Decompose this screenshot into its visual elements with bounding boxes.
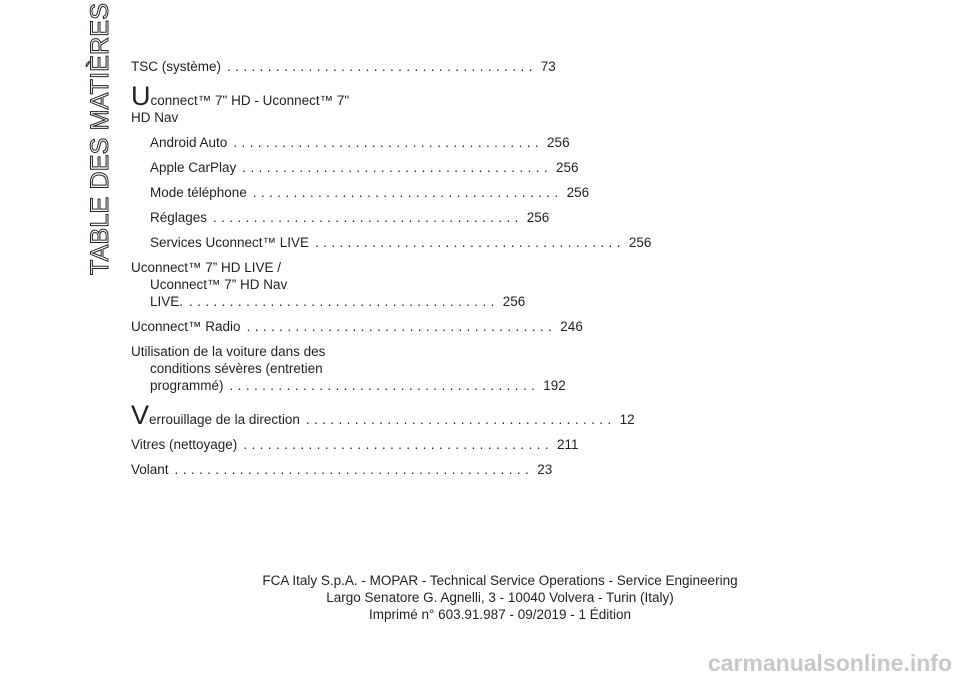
index-entry-apple-carplay[interactable] [131,159,579,176]
leader-dots: ...................................... [315,235,625,250]
entry-page: 256 [628,235,652,250]
entry-page: 23 [537,462,553,477]
leader-dots: ............................................ [174,462,534,477]
entry-label: Apple CarPlay [150,160,237,175]
leader-dots: ...................................... [243,437,554,452]
leader-dots: ...................................... [189,294,499,309]
index-list [131,58,652,486]
entry-label: Réglages [150,210,208,225]
leader-dots: ...................................... [229,378,540,393]
index-entry-android-auto[interactable] [131,134,570,151]
entry-label-cont: programmé) [150,378,224,393]
publisher-footer [0,572,960,623]
leader-dots: ...................................... [213,210,523,225]
index-entry-volant[interactable] [131,461,553,478]
footer-line: FCA Italy S.p.A. - MOPAR - Technical Service Operations - Service Engineering [262,573,738,588]
index-entry-uconnect-live[interactable] [131,259,526,310]
entry-label: connect™ 7" HD - Uconnect™ 7" [150,93,350,108]
leader-dots: ...................................... [233,135,544,150]
index-entry-utilisation[interactable] [131,343,566,394]
watermark: carmanualsonline.info [707,650,952,676]
index-entry-mode-telephone[interactable] [131,184,590,201]
entry-label: Uconnect™ 7” HD LIVE / [131,260,282,275]
entry-page: 256 [547,135,570,150]
entry-label-cont: LIVE. [150,294,184,309]
leader-dots: ...................................... [227,59,537,74]
section-letter: V [131,400,150,430]
entry-label-cont: conditions sévères (entretien [150,361,323,376]
side-title-text: TABLE DES MATIÈRES [86,2,114,275]
entry-label: Volant [131,462,169,477]
entry-label: Vitres (nettoyage) [131,437,238,452]
index-entry-uconnect-radio[interactable] [131,318,583,335]
leader-dots: ...................................... [252,185,563,200]
footer-line: Largo Senatore G. Agnelli, 3 - 10040 Volvera - Turin (Italy) [326,590,674,605]
index-entry-services-live[interactable] [131,234,652,251]
entry-page: 256 [526,210,550,225]
index-entry-vitres[interactable] [131,436,579,453]
index-entry-uconnect-hd-nav[interactable] [131,81,375,126]
entry-page: 192 [543,378,566,393]
entry-label: TSC (système) [131,59,222,74]
leader-dots: ...................................... [305,412,616,427]
entry-label: Services Uconnect™ LIVE [150,235,310,250]
entry-label-cont: Uconnect™ 7” HD Nav [150,277,288,292]
entry-page: 73 [540,59,556,74]
side-title [82,2,114,275]
entry-label: Utilisation de la voiture dans des [131,344,326,359]
entry-page: 246 [560,319,583,334]
entry-label-cont: HD Nav [131,110,179,125]
footer-line: Imprimé n° 603.91.987 - 09/2019 - 1 Édition [368,607,632,622]
index-entry-verrouillage[interactable] [131,400,635,430]
entry-page: 12 [619,412,635,427]
entry-page: 256 [502,294,526,309]
entry-page: 256 [566,185,590,200]
entry-label: errouillage de la direction [149,412,300,427]
index-entry-tsc[interactable] [131,58,556,75]
leader-dots: ...................................... [246,319,557,334]
entry-page: 256 [556,160,579,175]
entry-label: Mode téléphone [150,185,247,200]
entry-label: Android Auto [150,135,228,150]
leader-dots: ...................................... [242,160,553,175]
entry-page: 211 [557,437,579,452]
index-entry-reglages[interactable] [131,209,550,226]
entry-label: Uconnect™ Radio [131,319,241,334]
section-letter: U [131,81,151,111]
